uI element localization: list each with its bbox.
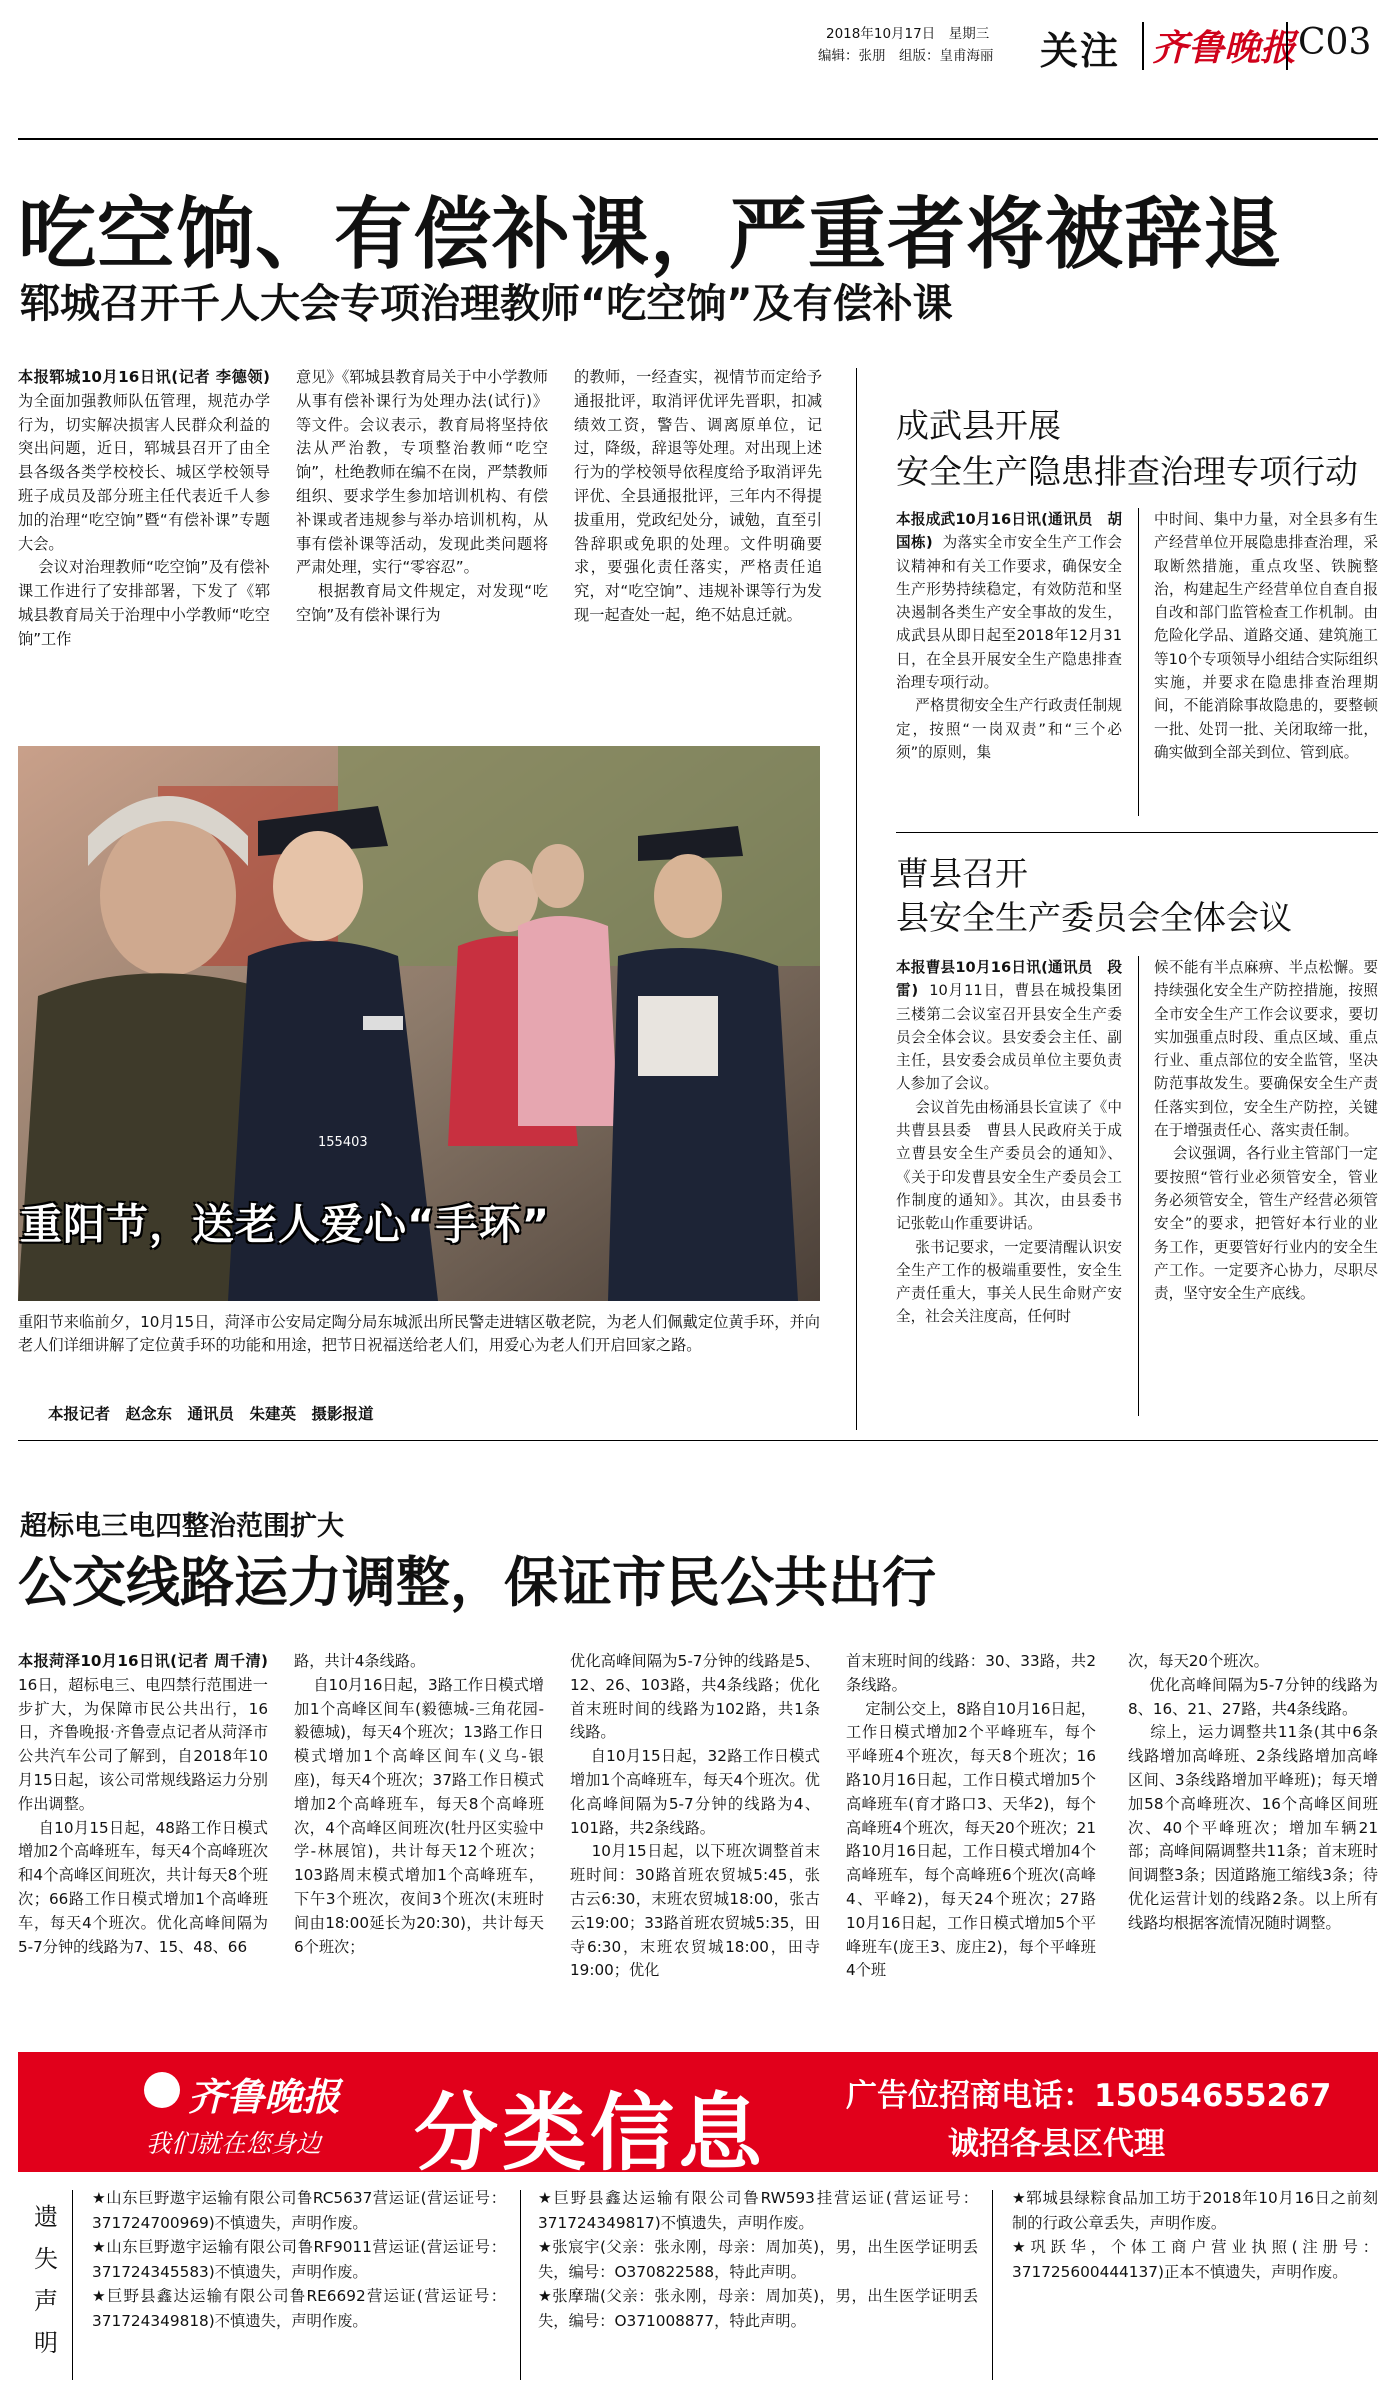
ad-title: 分类信息 (414, 2084, 767, 2182)
classifieds-text-2: ★巨野县鑫达运输有限公司鲁RW593挂营运证(营运证号：371724349817)不慎遗失，声明作废。 ★张宸宇(父亲：张永刚，母亲：周加英)，男，出生医学证明丢失，编号：O370822588，特此声明。 ★张摩瑞(父亲：张永刚，母亲：周加英)，男，出生医学证明丢失，编号：O371008877，特此声明。 (538, 2189, 978, 2330)
mid-page-rule (18, 1440, 1378, 1441)
classifieds-column-2 (538, 2186, 978, 2333)
header-divider-1 (1142, 22, 1144, 70)
story4-text-3: 优化高峰间隔为5-7分钟的线路是5、12、26、103路，共4条线路；优化首末班时间的线路为102路，共1条线路。 自10月15日起，32路工作日模式增加1个高峰班车，每天4个班次。优化高峰间隔为5-7分钟的线路为4、101路，共2条线路。 10月15日起，以下班次调整首末班时间：30路首班农贸城5:45，张古云6:30，末班农贸城18:00，张古云19:00；33路首班农贸城5:35，田寺6:30，末班农贸城18:00，田寺19:00；优化 (570, 1652, 821, 1980)
story4-kicker: 超标电三电四整治范围扩大 (20, 1511, 344, 1542)
section-label: 关注 (1040, 29, 1121, 73)
story2-byline: 本报成武10月16日讯(通讯员 胡国栋) (896, 511, 1122, 552)
brand-logo: 齐鲁晚报 (1152, 27, 1297, 69)
photo-credit: 本报记者 赵念东 通讯员 朱建英 摄影报道 (48, 1405, 374, 1423)
header-divider-2 (1286, 22, 1288, 70)
story4-byline: 本报菏泽10月16日讯(记者 周千清) (18, 1652, 268, 1670)
story3-col-divider (1138, 956, 1139, 1416)
story4-text-1: 16日，超标电三、电四禁行范围进一步扩大，为保障市民公共出行，16日，齐鲁晚报·齐鲁壹点记者从菏泽市公共汽车公司了解到，自2018年10月15日起，该公司常规线路运力分别作出调整。 自10月15日起，48路工作日模式增加2个高峰班车，每天4个高峰班次和4个高峰区间班次，共计每天8个班次；66路工作日模式增加1个高峰班车，每天4个班次。优化高峰间隔为5-7分钟的线路为7、15、48、66 (18, 1675, 268, 1956)
header-editor-line (818, 44, 994, 64)
ad-brand: 齐鲁晚报 (188, 2074, 341, 2119)
header-rule (18, 138, 1378, 140)
ad-hotline (846, 2070, 1331, 2115)
header-editor: 编辑：张朋 (818, 48, 886, 64)
lead-text-2: 意见》《郓城县教育局关于中小学教师从事有偿补课行为处理办法(试行)》等文件。会议表示，教育局将坚持依法从严治教，专项整治教师“吃空饷”，杜绝教师在编不在岗，严禁教师组织、要求学生参加培训机构、有偿补课或者违规参与举办培训机构，从事有偿补课等活动，发现此类问题将严肃处理，实行“零容忍”。 根据教育局文件规定，对发现“吃空饷”及有偿补课行为 (296, 368, 549, 624)
lead-column-1 (18, 366, 270, 652)
photo-title: 重阳节，送老人爱心“手环” (20, 1200, 551, 1249)
classifieds-divider-1 (520, 2190, 521, 2380)
story4-headline: 公交线路运力调整，保证市民公共出行 (18, 1551, 936, 1614)
classifieds-text-1: ★山东巨野遨宇运输有限公司鲁RC5637营运证(营运证号：371724700969)不慎遗失，声明作废。 ★山东巨野遨宇运输有限公司鲁RF9011营运证(营运证号：371724345583)不慎遗失，声明作废。 ★巨野县鑫达运输有限公司鲁RE6692营运证(营运证号：371724349818)不慎遗失，声明作废。 (92, 2189, 506, 2330)
classified-ad-banner (18, 2052, 1378, 2182)
page-number: C03 (1298, 22, 1372, 63)
classifieds-divider-2 (992, 2190, 993, 2380)
story4-column-5 (1128, 1650, 1378, 1936)
story3-title-1: 曹县召开 (896, 854, 1028, 893)
header-date: 2018年10月17日 (826, 26, 936, 42)
photo-caption (18, 1311, 820, 1357)
story3-column-1 (896, 956, 1122, 1329)
lead-headline: 吃空饷、有偿补课，严重者将被辞退 (18, 190, 1283, 280)
lead-text-3: 的教师，一经查实，视情节而定给予通报批评，取消评优评先晋职，扣减绩效工资，警告、调离原单位，记过，降级，辞退等处理。对出现上述行为的学校领导依程度给予取消评先评优、全县通报批评，三年内不得提拔重用，党政纪处分，诫勉，直至引咎辞职或免职的处理。文件明确要求，要强化责任落实，严格责任追究，对“吃空饷”、违规补课等行为发现一起查处一起，绝不姑息迁就。 (574, 368, 822, 624)
column-divider (856, 368, 857, 1430)
ad-recruit: 诚招各县区代理 (948, 2126, 1165, 2162)
story2-text-1: 为落实全市安全生产工作会议精神和有关工作要求，确保安全生产形势持续稳定，有效防范和坚决遏制各类生产安全事故的发生，成武县从即日起至2018年12月31日，在全县开展安全生产隐患排查治理专项行动。 严格贯彻安全生产行政责任制规定，按照“一岗双责”和“三个必须”的原则，集 (896, 534, 1122, 761)
story2-title-2: 安全生产隐患排查治理专项行动 (896, 452, 1358, 491)
story3-title-2: 县安全生产委员会全体会议 (896, 898, 1292, 937)
classifieds-label-divider (72, 2190, 73, 2380)
header-weekday: 星期三 (948, 26, 990, 42)
story2-column-1 (896, 508, 1122, 764)
lead-column-3 (574, 366, 822, 628)
lead-column-2 (296, 366, 548, 628)
photo-caption-text: 重阳节来临前夕，10月15日，菏泽市公安局定陶分局东城派出所民警走进辖区敬老院，为老人们佩戴定位黄手环，并向老人们详细讲解了定位黄手环的功能和用途，把节日祝福送给老人们，用爱心为老人们开启回家之路。 (18, 1313, 820, 1354)
story2-col-divider (1138, 508, 1139, 816)
lead-subhead: 郓城召开千人大会专项治理教师“吃空饷”及有偿补课 (20, 281, 953, 327)
story4-column-3 (570, 1650, 820, 1983)
classifieds-column-1 (92, 2186, 506, 2333)
police-badge-number: 155403 (318, 1135, 368, 1150)
story3-column-2 (1154, 956, 1378, 1305)
story2-title-1: 成武县开展 (896, 406, 1061, 445)
header-layout: 组版：皇甫海丽 (899, 48, 994, 64)
story4-text-2: 路，共计4条线路。 自10月16日起，3路工作日模式增加1个高峰区间车(毅德城-三角花园-毅德城)，每天4个班次；13路工作日模式增加1个高峰区间车(义乌-银座)，每天4个班次；37路工作日模式增加2个高峰班车，每天8个高峰班次，4个高峰区间班次(牡丹区实验中学-林展馆)，共计每天12个班次；103路周末模式增加1个高峰班车，下午3个班次，夜间3个班次(末班时间由18:00延长为20:30)，共计每天6个班次； (294, 1652, 544, 1956)
ad-slogan: 我们就在您身边 (146, 2129, 322, 2158)
story4-column-2 (294, 1650, 544, 1959)
lead-byline: 本报郓城10月16日讯(记者 李德领) (18, 368, 270, 386)
classifieds-column-3 (1012, 2186, 1378, 2284)
story3-text-2: 候不能有半点麻痹、半点松懈。要持续强化安全生产防控措施，按照全市安全生产工作会议要求，要切实加强重点时段、重点区域、重点行业、重点部位的安全监管，坚决防范事故发生。要确保安全生产责任落实到位，安全生产防控，关键在于增强责任心、落实责任制。 会议强调，各行业主管部门一定要按照“管行业必须管安全，管业务必须管安全，管生产经营必须管安全”的要求，把管好本行业的业务工作，更要管好行业内的安全生产工作。一定要齐心协力，尽职尽责，坚守安全生产底线。 (1154, 959, 1378, 1303)
ad-hotline-number: 15054655267 (1094, 2078, 1332, 2114)
header-date-line (826, 22, 989, 42)
lead-text-1: 为全面加强教师队伍管理，规范办学行为，切实解决损害人民群众利益的突出问题，近日，郓城县召开了由全县各级各类学校校长、城区学校领导班子成员及部分班主任代表近千人参加的治理“吃空饷”暨“有偿补课”专题大会。 会议对治理教师“吃空饷”及有偿补课工作进行了安排部署，下发了《郓城县教育局关于治理中小学教师“吃空饷”工作 (18, 391, 270, 648)
classifieds-text-3: ★郓城县绿粽食品加工坊于2018年10月16日之前刻制的行政公章丢失，声明作废。 ★巩跃华，个体工商户营业执照(注册号：371725600444137)正本不慎遗失，声明作废。 (1012, 2189, 1378, 2281)
story2-bottom-rule (896, 832, 1378, 833)
story3-text-1: 10月11日，曹县在城投集团三楼第二会议室召开县安全生产委员会全体会议。县安委会主任、副主任，县安委会成员单位主要负责人参加了会议。 会议首先由杨涌县长宣读了《中共曹县县委 曹县人民政府关于成立曹县安全生产委员会的通知》、《关于印发曹县安全生产委员会工作制度的通知》。其次，由县委书记张乾山作重要讲话。 张书记要求，一定要清醒认识安全生产工作的极端重要性，安全生产责任重大，事关人民生命财产安全，社会关注度高，任何时 (896, 982, 1122, 1326)
classifieds-label: 遗失声明 (34, 2203, 58, 2357)
story3-byline: 本报曹县10月16日讯(通讯员 段雷) (896, 959, 1122, 1000)
story2-text-2: 中时间、集中力量，对全县多有生产经营单位开展隐患排查治理，采取断然措施，重点攻坚、铁腕整治，构建起生产经营单位自查自报自改和部门监管检查工作机制。由危险化学品、道路交通、建筑施工等10个专项领导小组结合实际组织实施，并要求在隐患排查治理期间，不能消除事故隐患的，要整顿一批、处罚一批、关闭取缔一批，确实做到全部关到位、管到底。 (1154, 511, 1378, 761)
story2-column-2 (1154, 508, 1378, 764)
ad-hotline-label: 广告位招商电话： (846, 2078, 1094, 2114)
story4-column-4 (846, 1650, 1096, 1983)
ad-logo-icon (144, 2072, 180, 2108)
story4-text-4: 首末班时间的线路：30、33路，共2条线路。 定制公交上，8路自10月16日起，工作日模式增加2个平峰班车，每个平峰班4个班次，每天8个班次；16路10月16日起，工作日模式增加5个高峰班车(育才路口3、天华2)，每个高峰班4个班次，每天20个班次；21路10月16日起，工作日模式增加4个高峰班车，每个高峰班6个班次(高峰4、平峰2)，每天24个班次；27路10月16日起，工作日模式增加5个平峰班车(庞王3、庞庄2)，每个平峰班4个班 (846, 1652, 1096, 1980)
story4-text-5: 次，每天20个班次。 优化高峰间隔为5-7分钟的线路为8、16、21、27路，共4条线路。 综上，运力调整共11条(其中6条线路增加高峰班、2条线路增加高峰区间、3条线路增加平峰班)；每天增加58个高峰班次、16个高峰区间班次、40个平峰班次；增加车辆21部；高峰间隔调整共11条；首末班时间调整3条；因道路施工缩线3条；待优化运营计划的线路2条。以上所有线路均根据客流情况随时调整。 (1128, 1652, 1379, 1932)
story4-column-1 (18, 1650, 268, 1959)
